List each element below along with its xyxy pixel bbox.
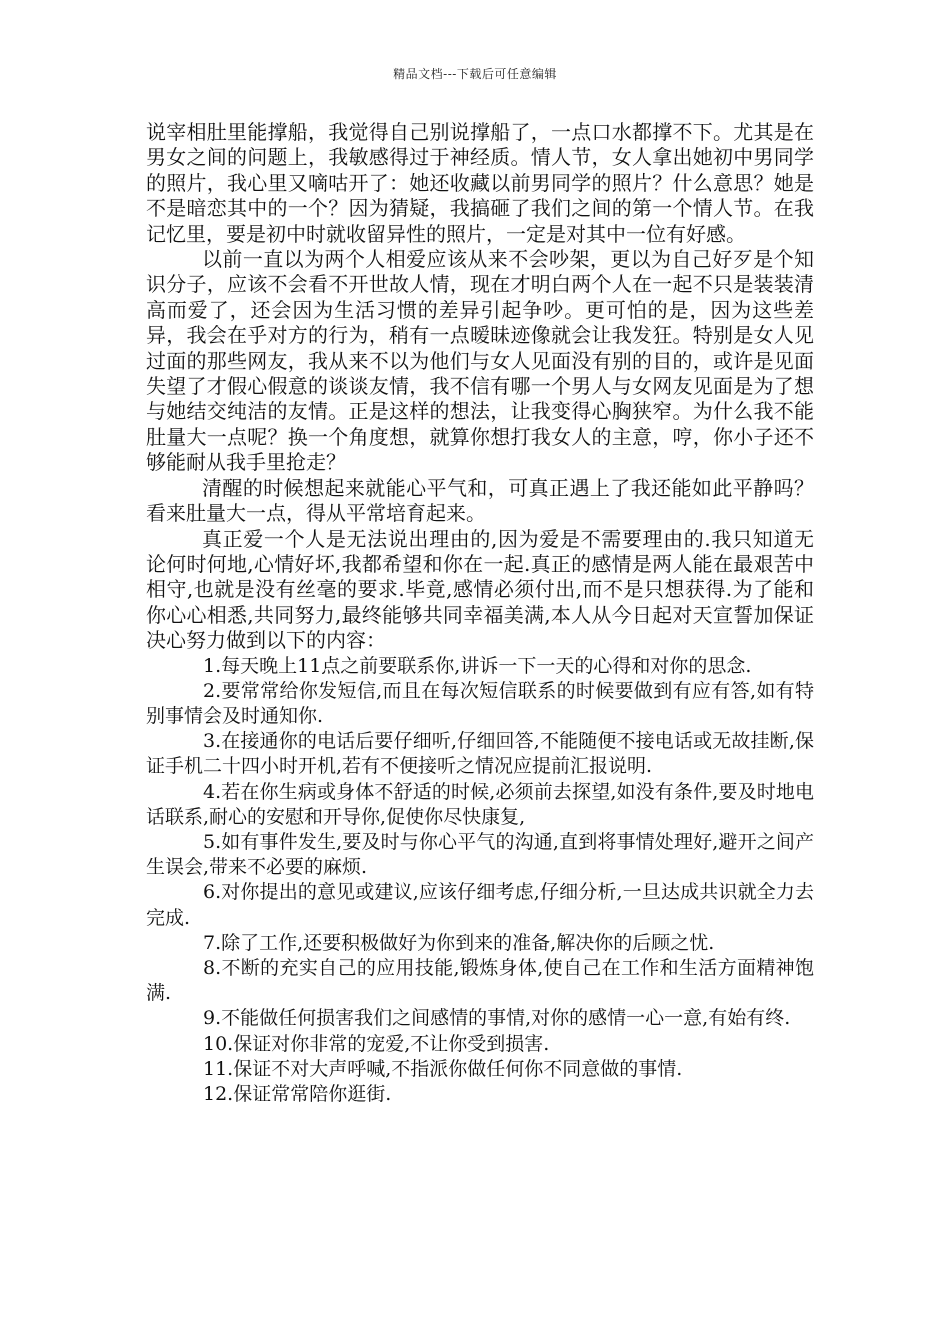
pledge-item: 5.如有事件发生,要及时与你心平气的沟通,直到将事情处理好,避开之间产生误会,带来不必要的麻烦. <box>146 830 814 879</box>
pledge-item: 10.保证对你非常的宠爱,不让你受到损害. <box>203 1032 550 1055</box>
pledge-item: 7.除了工作,还要积极做好为你到来的准备,解决你的后顾之忧. <box>203 931 715 954</box>
page-header: 精品文档---下载后可任意编辑 <box>393 67 557 81</box>
pledge-item: 12.保证常常陪你逛街. <box>203 1082 392 1105</box>
pledge-item: 8.不断的充实自己的应用技能,锻炼身体,使自己在工作和生活方面精神饱满. <box>146 956 814 1005</box>
pledge-item: 9.不能做任何损害我们之间感情的事情,对你的感情一心一意,有始有终. <box>203 1007 791 1030</box>
pledge-item: 11.保证不对大声呼喊,不指派你做任何你不同意做的事情. <box>203 1057 683 1080</box>
pledge-item: 3.在接通你的电话后要仔细听,仔细回答,不能随便不接电话或无故挂断,保证手机二十四小时开机,若有不便接听之情况应提前汇报说明. <box>146 730 814 778</box>
pledge-item: 6.对你提出的意见或建议,应该仔细考虑,仔细分析,一旦达成共识就全力去完成. <box>146 881 814 929</box>
paragraph: 真正爱一个人是无法说出理由的,因为爱是不需要理由的.我只知道无论何时何地,心情好坏,我都希望和你在一起.真正的感情是两人能在最艰苦中相守,也就是没有丝毫的要求.毕竟,感情必须付出,而不是只想获得.为了能和你心心相悉,共同努力,最终能够共同幸福美满,本人从今日起对天宣誓加保证决心努力做到以下的内容： <box>146 526 814 653</box>
pledge-item: 4.若在你生病或身体不舒适的时候,必须前去探望,如没有条件,要及时地电话联系,耐心的安慰和开导你,促使你尽快康复, <box>146 780 814 828</box>
document-body <box>146 120 814 1107</box>
paragraph: 说宰相肚里能撑船，我觉得自己别说撑船了，一点口水都撑不下。尤其是在男女之间的问题上，我敏感得过于神经质。情人节，女人拿出她初中男同学的照片，我心里又嘀咕开了：她还收藏以前男同学的照片？什么意思？她是不是暗恋其中的一个？因为猜疑，我搞砸了我们之间的第一个情人节。在我记忆里，要是初中时就收留异性的照片，一定是对其中一位有好感。 <box>146 120 814 246</box>
paragraph: 清醒的时候想起来就能心平气和，可真正遇上了我还能如此平静吗？看来肚量大一点，得从平常培育起来。 <box>146 475 814 526</box>
paragraph: 以前一直以为两个人相爱应该从来不会吵架，更以为自己好歹是个知识分子，应该不会看不开世故人情，现在才明白两个人在一起不只是装装清高而爱了，还会因为生活习惯的差异引起争吵。更可怕的是，因为这些差异，我会在乎对方的行为，稍有一点暧昧迹像就会让我发狂。特别是女人见过面的那些网友，我从来不以为他们与女人见面没有别的目的，或许是见面失望了才假心假意的谈谈友情，我不信有哪一个男人与女网友见面是为了想与她结交纯洁的友情。正是这样的想法，让我变得心胸狭窄。为什么我不能肚量大一点呢？换一个角度想，就算你想打我女人的主意，哼，你小子还不够能耐从我手里抢走？ <box>146 247 814 475</box>
pledge-item: 2.要常常给你发短信,而且在每次短信联系的时候要做到有应有答,如有特别事情会及时通知你. <box>146 679 814 727</box>
pledge-item: 1.每天晚上11点之前要联系你,讲诉一下一天的心得和对你的思念. <box>203 654 752 677</box>
